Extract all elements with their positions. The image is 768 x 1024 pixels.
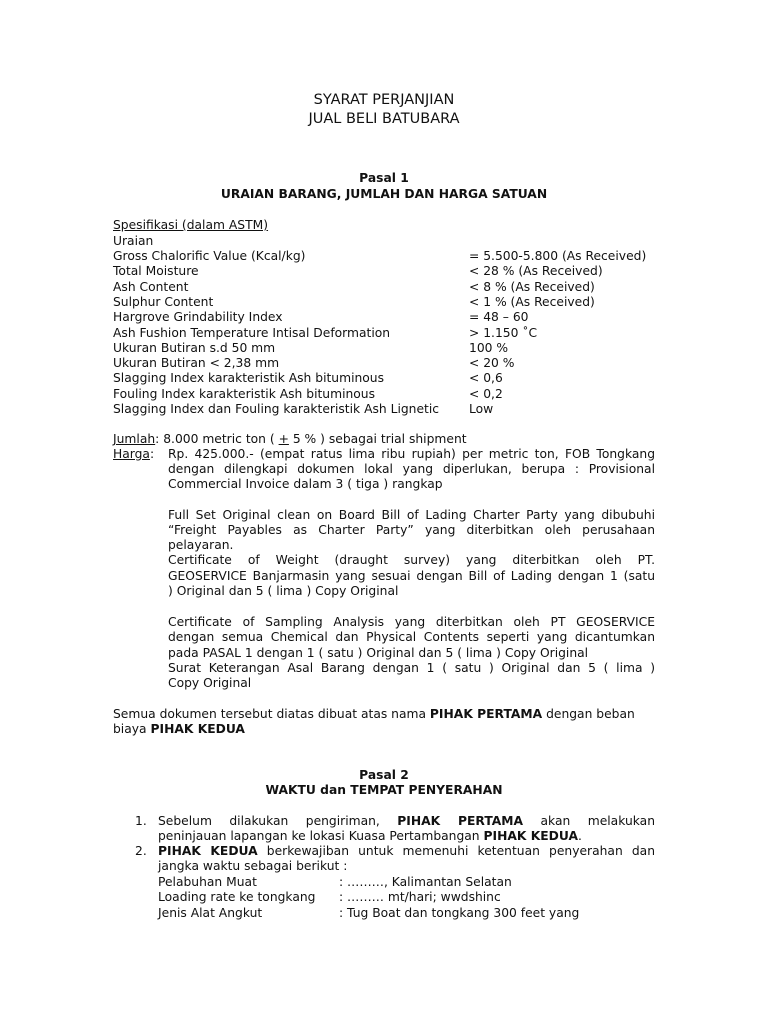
doc2-line-5: Copy Original [168, 676, 252, 690]
harga-label: Harga [113, 447, 150, 461]
detail-label: Jenis Alat Angkut [158, 905, 263, 920]
doc1-line-6: ) Original dan 5 ( lima ) Copy Original [168, 584, 399, 598]
spec-value: = 48 – 60 [469, 310, 529, 325]
spec-label: Slagging Index karakteristik Ash bituminous [113, 371, 385, 386]
spec-value: < 1 % (As Received) [469, 294, 595, 309]
plus-minus-mark: + [278, 432, 289, 446]
spec-value: Low [469, 402, 494, 416]
jumlah-row [113, 432, 467, 447]
item2-line-1 [158, 844, 655, 859]
pasal1-subheading: URAIAN BARANG, JUMLAH DAN HARGA SATUAN [220, 187, 548, 201]
spec-value: < 28 % (As Received) [469, 264, 603, 279]
document-title-line-1: SYARAT PERJANJIAN [313, 92, 455, 108]
doc1-line-5: GEOSERVICE Banjarmasin yang sesuai dengan Bill of Lading dengan 1 (satu [168, 569, 655, 583]
spec-label: Ash Fushion Temperature Intisal Deformation [113, 325, 391, 340]
closing-line-2 [113, 722, 245, 737]
item1-pihak-kedua: PIHAK KEDUA [483, 829, 578, 843]
detail-value: : ……… mt/hari; wwdshinc [339, 890, 501, 905]
spec-label: Ukuran Butiran < 2,38 mm [113, 356, 280, 371]
item2-line-2: jangka waktu sebagai berikut : [158, 859, 348, 873]
jumlah-text-b: 5 % ) sebagai trial shipment [288, 432, 467, 446]
spec-heading: Spesifikasi (dalam ASTM) [113, 218, 269, 232]
doc2-line-2: dengan semua Chemical dan Physical Contents seperti yang dicantumkan [168, 630, 655, 644]
item1-line-2-text-a: peninjauan lapangan ke lokasi Kuasa Pertambangan [158, 829, 484, 843]
pasal1-heading: Pasal 1 [359, 171, 409, 185]
doc1-line-2: “Freight Payables as Charter Party” yang diterbitkan oleh perusahaan [168, 523, 655, 537]
doc1-line-4: Certificate of Weight (draught survey) yang diterbitkan oleh PT. [168, 553, 655, 567]
spec-label: Slagging Index dan Fouling karakteristik Ash Lignetic [113, 402, 440, 416]
pasal2-subheading: WAKTU dan TEMPAT PENYERAHAN [265, 783, 503, 797]
harga-label-row: Harga: [113, 447, 155, 461]
item2-number: 2. [135, 844, 147, 858]
pihak-pertama-bold: PIHAK PERTAMA [429, 707, 543, 721]
pasal2-heading: Pasal 2 [359, 768, 409, 782]
doc2-line-3: pada PASAL 1 dengan 1 ( satu ) Original dan 5 ( lima ) Copy Original [168, 646, 589, 660]
spec-label: Hargrove Grindability Index [113, 310, 283, 325]
doc1-line-3: pelayaran. [168, 538, 234, 552]
item1-line-1 [158, 814, 655, 829]
closing-text-b: dengan beban [542, 707, 635, 721]
harga-line-2: dengan dilengkapi dokumen lokal yang diperlukan, berupa : Provisional [168, 462, 655, 476]
detail-value: : ………, Kalimantan Selatan [339, 875, 512, 889]
spec-value: = 5.500-5.800 (As Received) [469, 249, 647, 263]
spec-label: Total Moisture [113, 264, 199, 279]
doc2-line-4: Surat Keterangan Asal Barang dengan 1 ( satu ) Original dan 5 ( lima ) [168, 661, 655, 675]
spec-label: Ukuran Butiran s.d 50 mm [113, 340, 276, 355]
closing-line-1 [113, 707, 635, 722]
spec-value: 100 % [469, 340, 509, 355]
item1-pihak-pertama: PIHAK PERTAMA [397, 814, 524, 828]
closing-text-c: biaya [113, 722, 151, 736]
detail-value: : Tug Boat dan tongkang 300 feet yang [339, 905, 580, 920]
spec-uraian: Uraian [113, 234, 154, 248]
item1-number: 1. [135, 814, 147, 828]
spec-label: Sulphur Content [113, 294, 214, 309]
harga-line-1: Rp. 425.000.- (empat ratus lima ribu rupiah) per metric ton, FOB Tongkang [168, 447, 655, 461]
harga-line-3: Commercial Invoice dalam 3 ( tiga ) rangkap [168, 477, 443, 491]
spec-label: Ash Content [113, 279, 189, 294]
closing-text-a: Semua dokumen tersebut diatas dibuat atas nama [113, 707, 430, 721]
jumlah-text-a: : 8.000 metric ton ( [155, 432, 279, 446]
item1-line-1-text-a: Sebelum dilakukan pengiriman, [158, 814, 398, 828]
item2-line-1-text: berkewajiban untuk memenuhi ketentuan penyerahan dan [257, 844, 655, 858]
item1-line-1-text-b: akan melakukan [523, 814, 655, 828]
detail-label: Loading rate ke tongkang [158, 890, 316, 905]
spec-value: < 0,6 [469, 371, 503, 386]
spec-value: < 8 % (As Received) [469, 279, 595, 294]
spec-label: Fouling Index karakteristik Ash bituminous [113, 386, 376, 401]
pihak-kedua-bold: PIHAK KEDUA [150, 722, 245, 736]
detail-label: Pelabuhan Muat [158, 875, 257, 889]
spec-value: < 20 % [469, 356, 515, 371]
spec-value: < 0,2 [469, 386, 503, 401]
jumlah-label: Jumlah [113, 432, 156, 446]
item1-line-2-text-b: . [577, 829, 582, 843]
document-title-line-2: JUAL BELI BATUBARA [308, 111, 460, 127]
spec-value: > 1.150 ˚C [469, 325, 538, 340]
doc2-line-1: Certificate of Sampling Analysis yang diterbitkan oleh PT GEOSERVICE [168, 615, 655, 629]
item1-line-2 [158, 829, 582, 844]
item2-pihak-kedua: PIHAK KEDUA [158, 844, 258, 858]
doc1-line-1: Full Set Original clean on Board Bill of Lading Charter Party yang dibubuhi [168, 508, 655, 522]
spec-label: Gross Chalorific Value (Kcal/kg) [113, 249, 306, 263]
